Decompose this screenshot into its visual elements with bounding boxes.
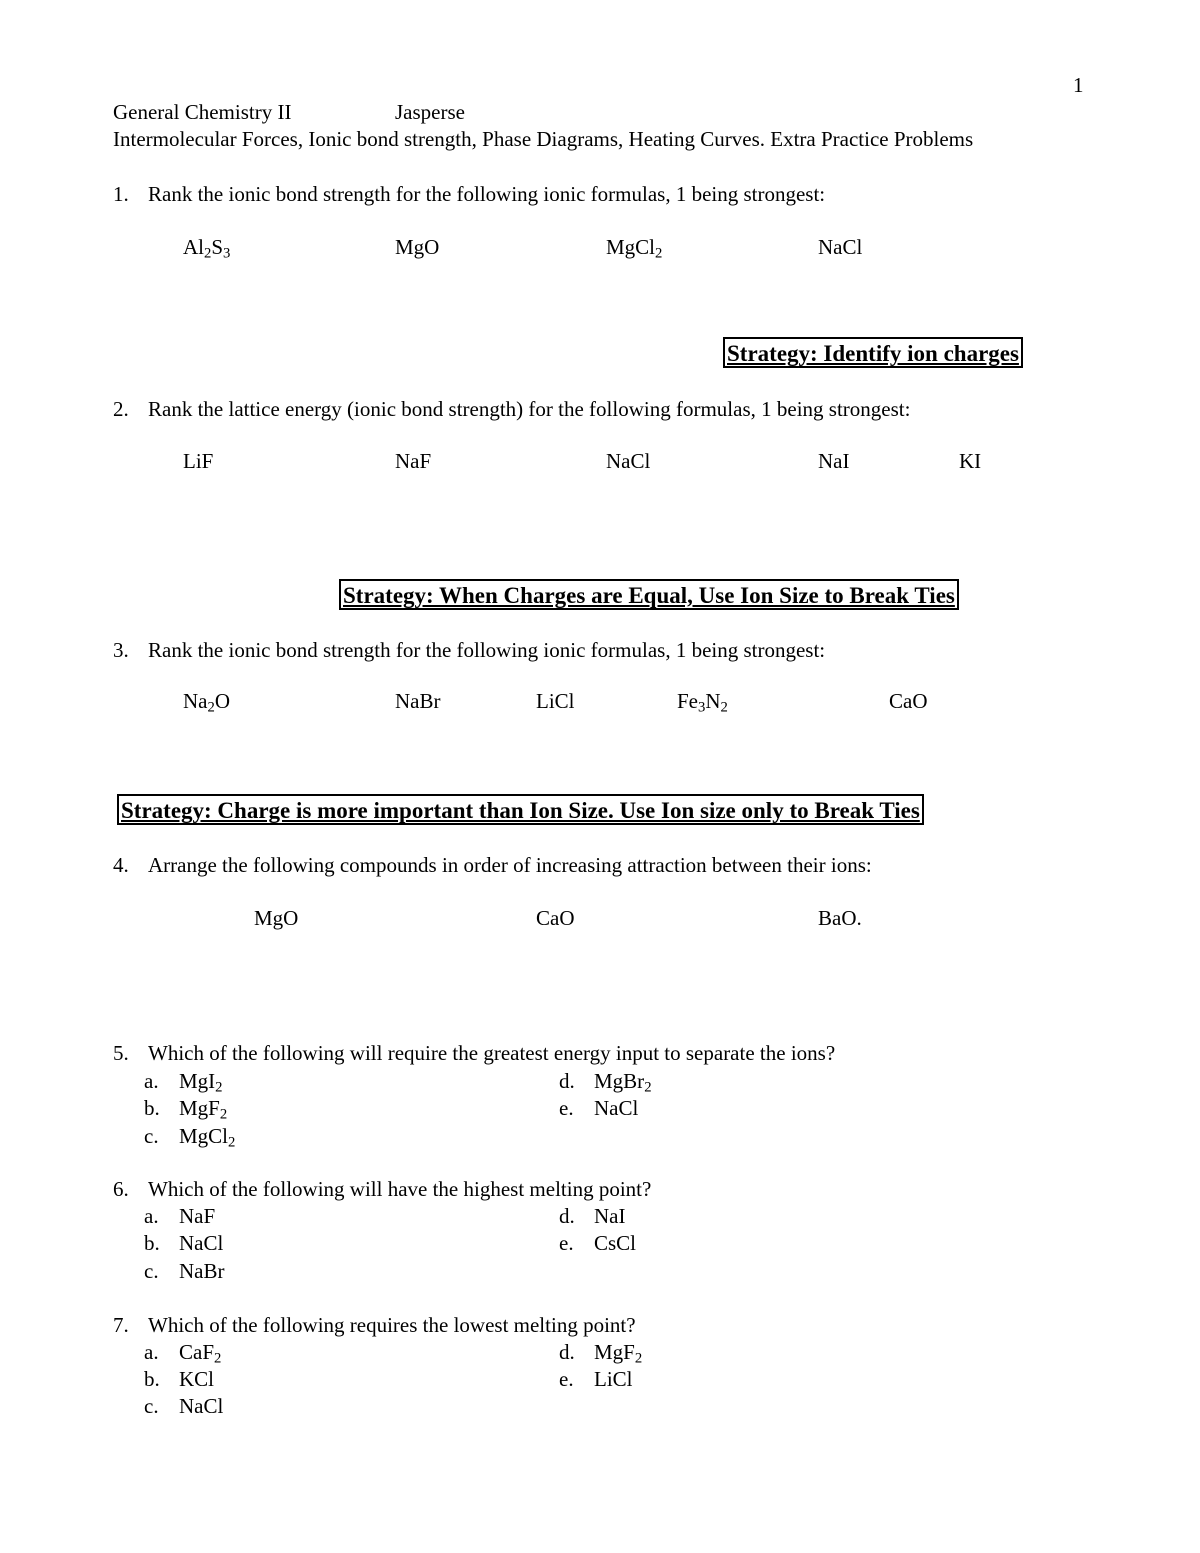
q6-letter-c: c. bbox=[144, 1259, 159, 1283]
q6-letter-d: d. bbox=[559, 1204, 575, 1228]
q2-formula-5: KI bbox=[959, 449, 982, 473]
q6-letter-e: e. bbox=[559, 1231, 574, 1255]
q5-letter-c: c. bbox=[144, 1124, 159, 1148]
q6-option-d: NaI bbox=[594, 1204, 626, 1228]
q6-letter-b: b. bbox=[144, 1231, 160, 1255]
q4-number: 4. bbox=[113, 853, 129, 877]
q5-letter-b: b. bbox=[144, 1096, 160, 1120]
q5-letter-e: e. bbox=[559, 1096, 574, 1120]
q4-formula-3: BaO. bbox=[818, 906, 862, 930]
author-name: Jasperse bbox=[395, 100, 465, 124]
q6-text: Which of the following will have the highest melting point? bbox=[148, 1177, 652, 1201]
q3-formula-licl: LiCl bbox=[536, 689, 575, 713]
q3-formula-na2o: $Na_2O$ bbox=[183, 689, 231, 716]
q5-letter-d: d. bbox=[559, 1069, 575, 1093]
q7-option-a: CaF$_2$ bbox=[179, 1340, 222, 1367]
q2-formula-1: LiF bbox=[183, 449, 214, 473]
q5-option-b: MgF$_2$ bbox=[179, 1096, 228, 1123]
q7-letter-b: b. bbox=[144, 1367, 160, 1391]
q2-formula-3: NaCl bbox=[606, 449, 651, 473]
q6-option-c: NaBr bbox=[179, 1259, 225, 1283]
q1-formula-mgo: MgO bbox=[395, 235, 440, 259]
q1-strategy-box: Strategy: Identify ion charges bbox=[723, 337, 1023, 368]
q7-option-b: KCl bbox=[179, 1367, 215, 1391]
q7-letter-a: a. bbox=[144, 1340, 159, 1364]
q1-text: Rank the ionic bond strength for the following ionic formulas, 1 being strongest: bbox=[148, 182, 826, 206]
q3-formula-nabr: NaBr bbox=[395, 689, 441, 713]
q1-formula-al2s3: $Al_2S_3$ bbox=[183, 235, 231, 262]
q6-option-e: CsCl bbox=[594, 1231, 637, 1255]
q6-option-b: NaCl bbox=[179, 1231, 224, 1255]
q1-number: 1. bbox=[113, 182, 129, 206]
q7-option-c: NaCl bbox=[179, 1394, 224, 1418]
q2-strategy-box: Strategy: When Charges are Equal, Use Ion Size to Break Ties bbox=[339, 579, 959, 610]
q7-option-e: LiCl bbox=[594, 1367, 633, 1391]
q7-option-d: MgF$_2$ bbox=[594, 1340, 643, 1367]
q2-text: Rank the lattice energy (ionic bond strength) for the following formulas, 1 being strongest: bbox=[148, 397, 911, 421]
q2-number: 2. bbox=[113, 397, 129, 421]
worksheet-subtitle: Intermolecular Forces, Ionic bond strength, Phase Diagrams, Heating Curves. Extra Practice Problems bbox=[113, 127, 974, 151]
q3-number: 3. bbox=[113, 638, 129, 662]
q7-number: 7. bbox=[113, 1313, 129, 1337]
q7-letter-d: d. bbox=[559, 1340, 575, 1364]
q1-formula-mgcl2: MgCl$_2$ bbox=[606, 235, 663, 262]
q1-formula-nacl: NaCl bbox=[818, 235, 863, 259]
q5-option-e: NaCl bbox=[594, 1096, 639, 1120]
q5-option-c: MgCl$_2$ bbox=[179, 1124, 236, 1151]
q5-letter-a: a. bbox=[144, 1069, 159, 1093]
q6-number: 6. bbox=[113, 1177, 129, 1201]
q6-option-a: NaF bbox=[179, 1204, 216, 1228]
q6-letter-a: a. bbox=[144, 1204, 159, 1228]
course-title: General Chemistry II bbox=[113, 100, 292, 124]
q2-formula-4: NaI bbox=[818, 449, 850, 473]
q5-option-a: MgI$_2$ bbox=[179, 1069, 223, 1096]
q4-text: Arrange the following compounds in order of increasing attraction between their ions: bbox=[148, 853, 872, 877]
q3-formula-fe3n2: $Fe_3N_2$ bbox=[677, 689, 728, 716]
q4-formula-2: CaO bbox=[536, 906, 575, 930]
q5-option-d: MgBr$_2$ bbox=[594, 1069, 652, 1096]
q3-formula-cao: CaO bbox=[889, 689, 928, 713]
page-number: 1 bbox=[1073, 73, 1084, 97]
q4-formula-1: MgO bbox=[254, 906, 299, 930]
q3-strategy-box: Strategy: Charge is more important than Ion Size. Use Ion size only to Break Ties bbox=[117, 794, 924, 825]
q5-number: 5. bbox=[113, 1041, 129, 1065]
q7-text: Which of the following requires the lowest melting point? bbox=[148, 1313, 636, 1337]
q7-letter-c: c. bbox=[144, 1394, 159, 1418]
q2-formula-2: NaF bbox=[395, 449, 432, 473]
q7-letter-e: e. bbox=[559, 1367, 574, 1391]
q3-text: Rank the ionic bond strength for the following ionic formulas, 1 being strongest: bbox=[148, 638, 826, 662]
q5-text: Which of the following will require the greatest energy input to separate the ions? bbox=[148, 1041, 836, 1065]
